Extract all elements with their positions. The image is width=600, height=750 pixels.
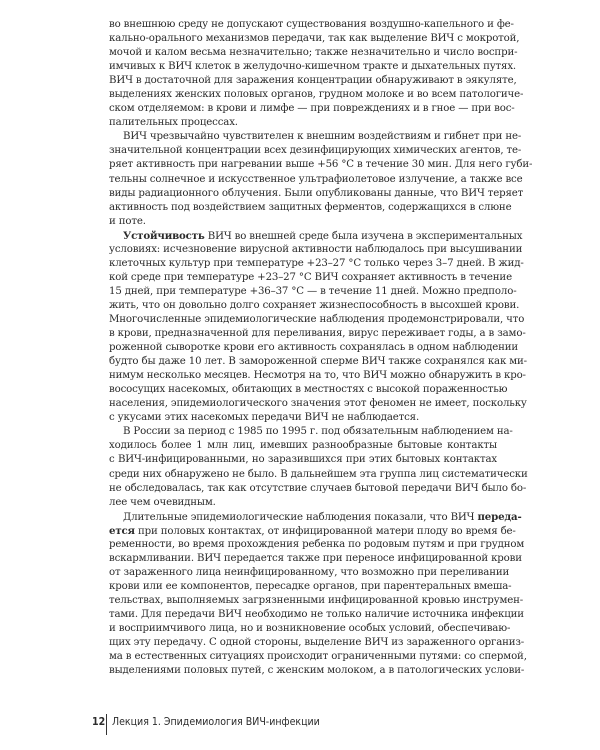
line-text: жить, что он довольно долго сохраняет жизнеспособность в высохшей крови. — [109, 299, 520, 311]
text-line — [109, 18, 514, 32]
line-text: среди них обнаружено не было. В дальнейшем эта группа лиц систематически — [109, 468, 528, 480]
text-line — [109, 299, 520, 313]
text-line — [109, 201, 512, 215]
line-text: В России за период с 1985 по 1995 г. под обязательным наблюдением на- — [123, 426, 513, 438]
text-line — [109, 102, 515, 116]
text-line — [109, 173, 523, 187]
line-text: ма в естественных ситуациях происходит ограниченными путями: со спермой, — [109, 651, 527, 663]
text-line — [109, 453, 497, 467]
text-line — [109, 650, 527, 664]
line-text: ВИЧ во внешней среде была изучена в экспериментальных — [204, 230, 523, 242]
line-text: роженной сыворотке крови его активность сохранялась в одном наблюдении — [109, 342, 518, 354]
line-text: выделениями половых путей, с женским молоком, а в патологических услови- — [109, 665, 525, 677]
text-line — [109, 341, 518, 355]
line-text: лее чем очевидным. — [109, 496, 216, 508]
bold-term: Устойчивость — [123, 229, 205, 242]
line-text: мочой и калом весьма незначительно; также незначительно и число воспри- — [109, 47, 518, 59]
text-line — [109, 116, 497, 130]
line-text: ременности, во время прохождения ребенка по родовым путям и при грудном — [109, 538, 525, 550]
line-text: условиях: исчезновение вирусной активности наблюдалось при высушивании — [109, 243, 523, 255]
text-line — [109, 425, 513, 439]
line-text: выделениях женских половых органов, грудном молоке и во всем патологиче- — [109, 89, 524, 101]
line-text: с ВИЧ-инфицированными, но заразившихся при этих бытовых контактах — [109, 454, 497, 466]
line-text: Многочисленные эпидемиологические наблюдения продемонстрировали, что — [109, 313, 525, 325]
line-text: щих эту передачу. С одной стороны, выделение ВИЧ из зараженного организ- — [109, 637, 525, 649]
line-text: кой среде при температуре +23–27 °С ВИЧ сохраняет активность в течение — [109, 271, 512, 283]
text-line — [109, 46, 518, 60]
text-line — [109, 74, 517, 88]
text-line — [109, 566, 510, 580]
line-text: тельны солнечное и искусственное ультрафиолетовое излучение, а также все — [109, 173, 523, 185]
line-text: виды радиационного облучения. Были опубликованы данные, что ВИЧ теряет — [109, 187, 524, 199]
text-line — [109, 580, 512, 594]
text-line — [109, 32, 520, 46]
text-line — [109, 439, 497, 453]
line-text: клеточных культур при температуре +23–27 °С только через 3–7 дней. В жид- — [109, 257, 524, 269]
line-text: активность под воздействием защитных ферментов, содержащихся в слюне — [109, 201, 512, 213]
text-line — [109, 664, 525, 678]
text-line — [109, 229, 523, 243]
line-text: вскармливании. ВИЧ передается также при переносе инфицированной крови — [109, 552, 522, 564]
text-line — [109, 468, 528, 482]
text-line — [109, 538, 525, 552]
text-line — [109, 482, 527, 496]
text-line — [109, 60, 516, 74]
page-footer — [92, 714, 512, 736]
line-text: с укусами этих насекомых передачи ВИЧ не наблюдается. — [109, 412, 420, 424]
text-line — [109, 552, 522, 566]
line-text: и восприимчивого лица, но и возникновение особых условий, обеспечиваю- — [109, 623, 511, 635]
text-line — [109, 524, 516, 538]
text-line — [109, 187, 524, 201]
text-line — [109, 383, 508, 397]
line-text: значительной концентрации всех дезинфицирующих химических агентов, те- — [109, 145, 522, 157]
text-line — [109, 636, 525, 650]
text-line — [109, 271, 512, 285]
line-text: ВИЧ в достаточной для заражения концентрации обнаруживают в эякуляте, — [109, 75, 517, 87]
line-text: ряет активность при нагревании выше +56 °С в течение 30 мин. Для него губи- — [109, 159, 533, 171]
text-line — [109, 608, 524, 622]
text-line — [109, 88, 524, 102]
text-line — [109, 257, 524, 271]
text-line — [109, 215, 497, 229]
text-line — [109, 243, 523, 257]
line-text: 15 дней, при температуре +36–37 °С — в течение 11 дней. Можно предполо- — [109, 285, 517, 297]
line-text: вососущих насекомых, обитающих в местностях с высокой пораженностью — [109, 384, 508, 396]
line-text: ВИЧ чрезвычайно чувствителен к внешним воздействиям и гибнет при не- — [123, 131, 522, 143]
line-text: не обследовалась, так как отсутствие случаев бытовой передачи ВИЧ было бо- — [109, 482, 527, 494]
line-text: тельствах, выполняемых загрязненными инфицированной кровью инструмен- — [109, 594, 524, 606]
line-text: нимум несколько месяцев. Несмотря на то, что ВИЧ можно обнаружить в кро- — [109, 370, 526, 382]
line-text: населения, эпидемиологического значения этот феномен не имеет, поскольку — [109, 398, 527, 410]
line-text: палительных процессах. — [109, 117, 238, 129]
text-line — [109, 496, 497, 510]
line-text: во внешнюю среду не допускают существования воздушно-капельного и фе- — [109, 19, 514, 30]
running-title: Лекция 1. Эпидемиология ВИЧ-инфекции — [112, 716, 320, 728]
line-text: от зараженного лица неинфицированному, что возможно при переливании — [109, 566, 510, 578]
line-text: при половых контактах, от инфицированной матери плоду во время бе- — [134, 525, 516, 537]
text-line — [109, 158, 533, 172]
text-line — [109, 622, 511, 636]
bold-term: ется — [109, 524, 135, 537]
line-text: кально-орального механизмов передачи, так как выделение ВИЧ с мокротой, — [109, 33, 520, 45]
line-text: ходилось более 1 млн лиц, имевших разнообразные бытовые контакты — [109, 440, 497, 452]
text-line — [109, 411, 497, 425]
text-line — [109, 327, 526, 341]
text-line — [109, 144, 522, 158]
text-line — [109, 594, 524, 608]
line-text: Длительные эпидемиологические наблюдения показали, что ВИЧ — [123, 511, 478, 523]
text-line — [109, 130, 522, 144]
text-line — [109, 285, 517, 299]
line-text: имчивых к ВИЧ клеток в желудочно-кишечном тракте и дыхательных путях. — [109, 61, 516, 73]
text-line — [109, 369, 526, 383]
text-line — [109, 510, 522, 524]
footer-divider — [106, 714, 107, 735]
line-text: тами. Для передачи ВИЧ необходимо не только наличие источника инфекции — [109, 608, 524, 620]
text-line — [109, 313, 525, 327]
page-number: 12 — [92, 716, 106, 728]
line-text: будто бы даже 10 лет. В замороженной сперме ВИЧ также сохранялся как ми- — [109, 356, 527, 368]
line-text: крови или ее компонентов, пересадке органов, при парентеральных вмеша- — [109, 580, 512, 592]
line-text: ском отделяемом: в крови и лимфе — при повреждениях и в гное — при вос- — [109, 103, 515, 115]
text-line — [109, 397, 527, 411]
line-text: и поте. — [109, 215, 146, 227]
bold-term: переда- — [477, 510, 522, 523]
text-line — [109, 355, 527, 369]
body-text — [109, 18, 533, 678]
line-text: в крови, предназначенной для переливания, вирус переживает годы, а в замо- — [109, 328, 526, 340]
